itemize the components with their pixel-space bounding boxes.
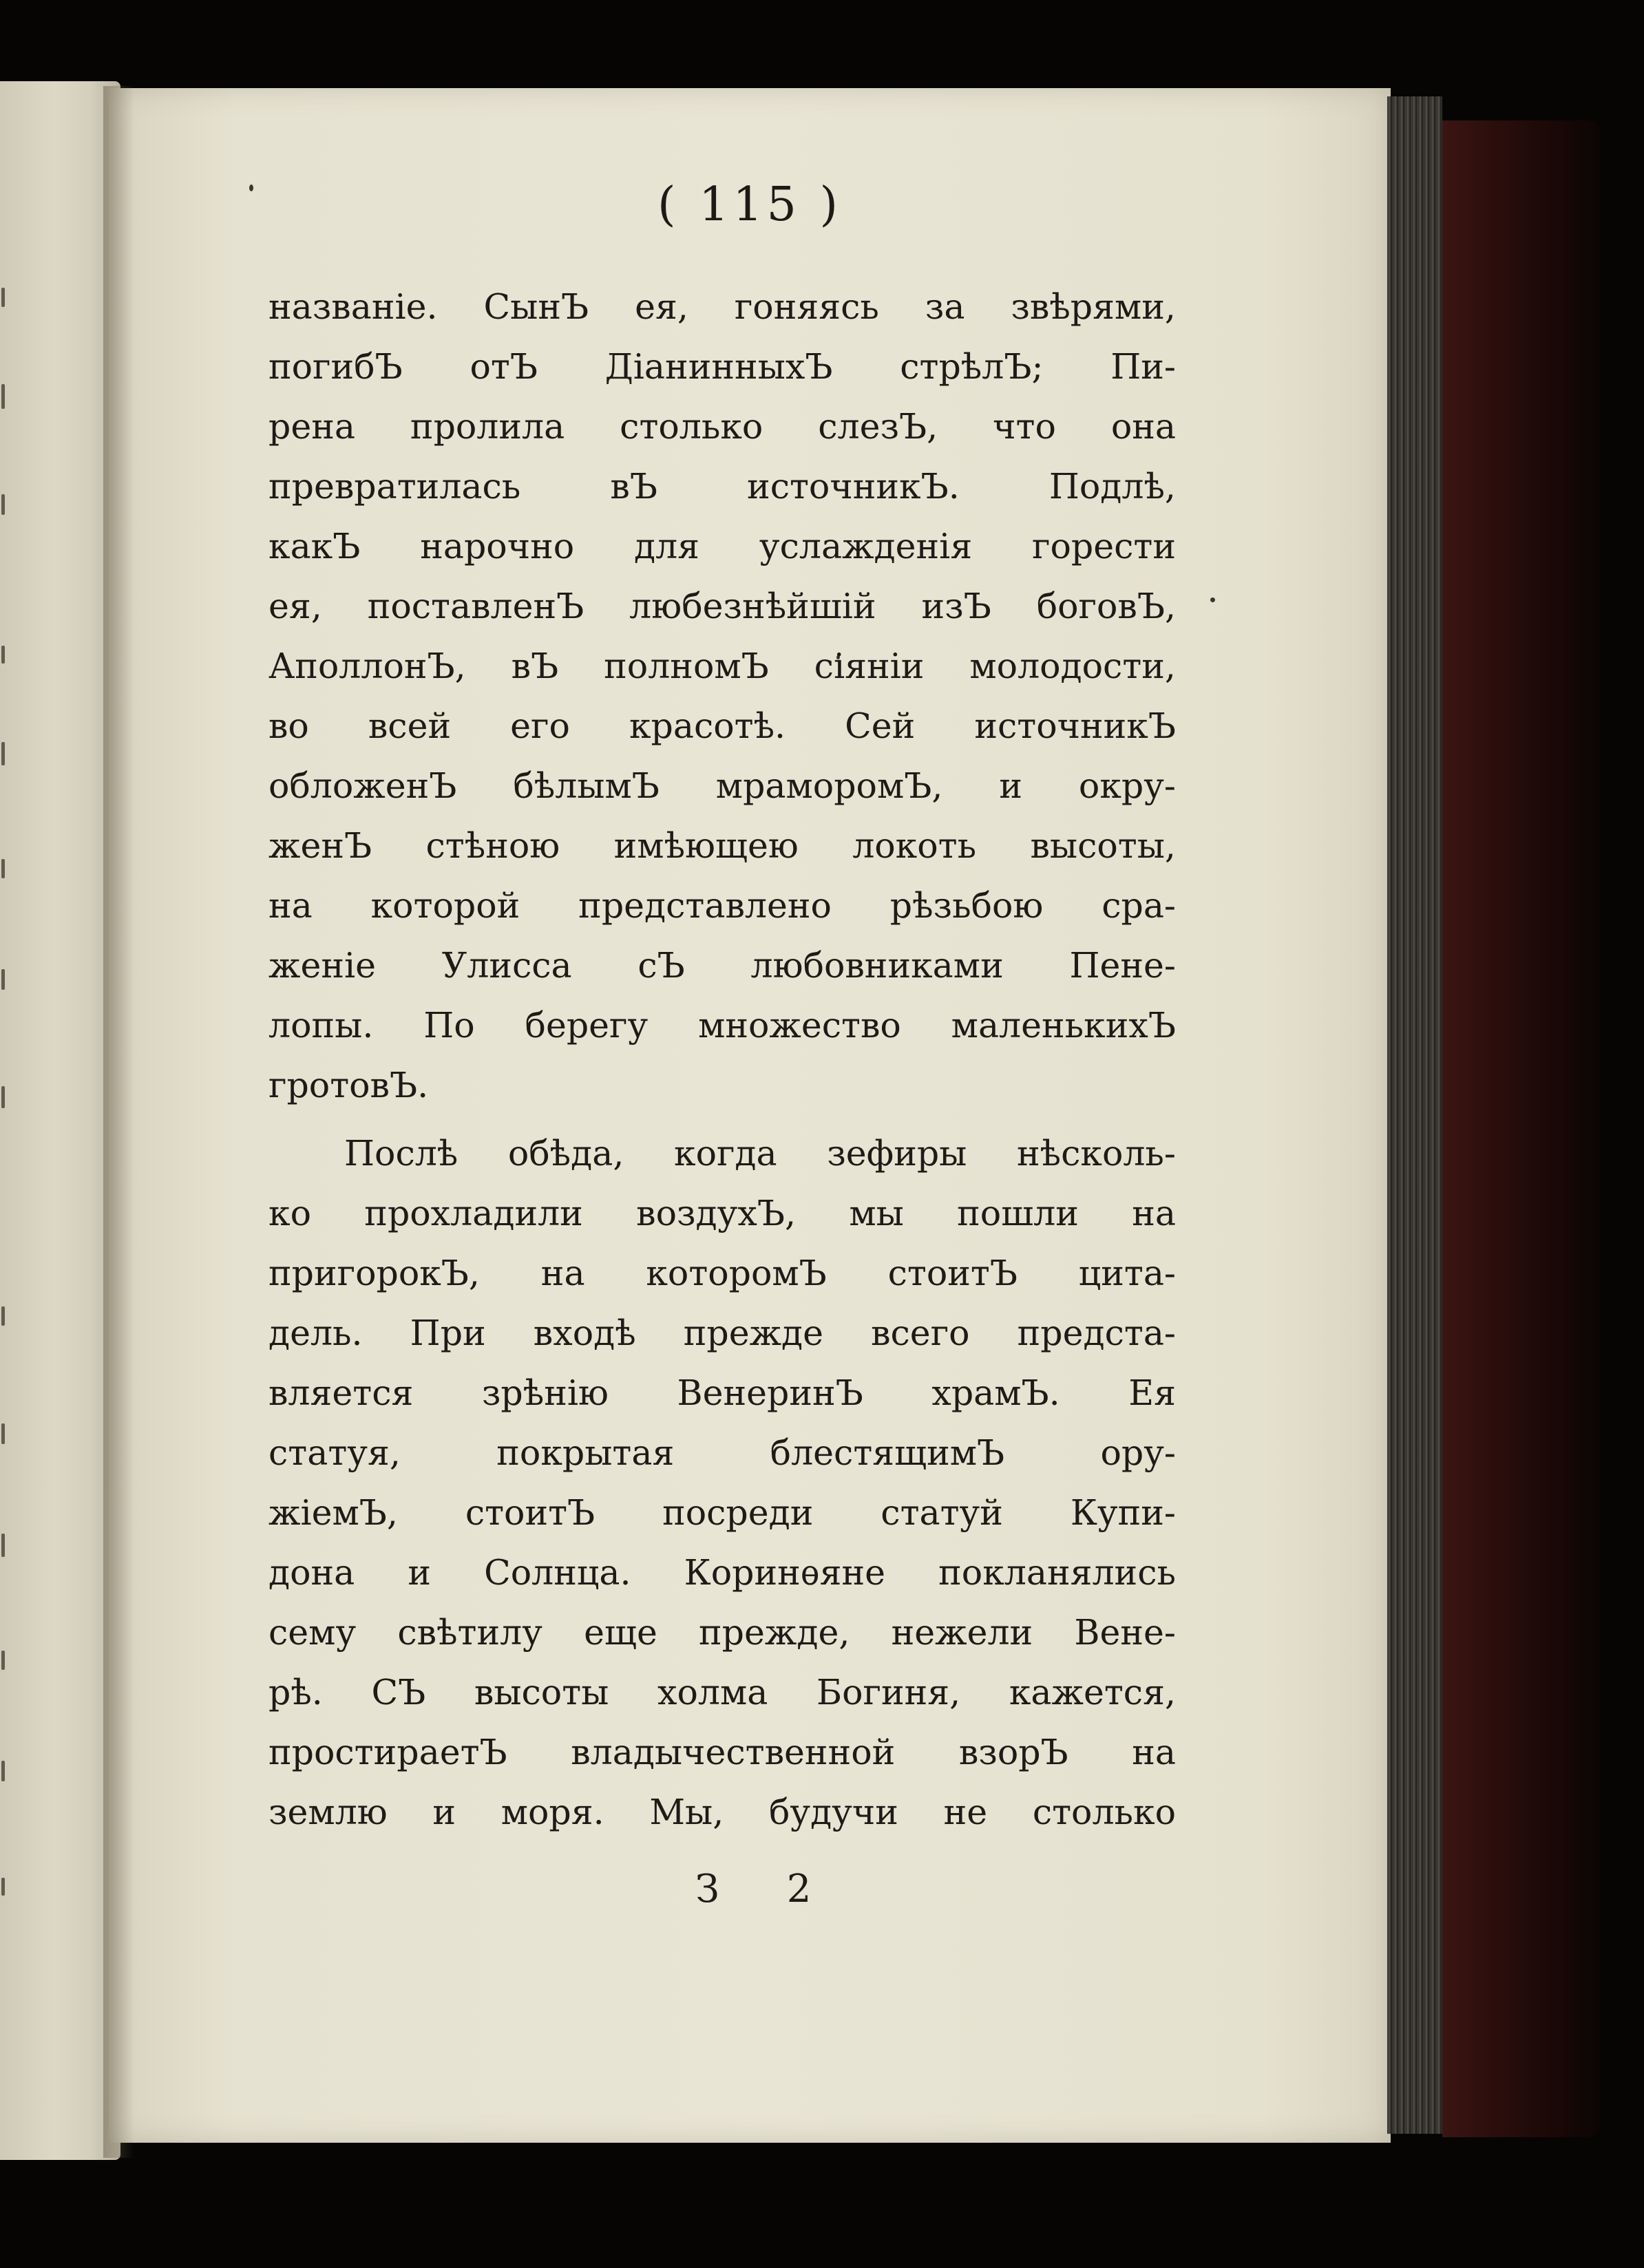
margin-mark: [1, 384, 5, 409]
text-line: дель. При входѣ прежде всего предста-: [268, 1313, 1176, 1353]
text-line: во всей его красотѣ. Сей источникЪ: [268, 706, 1176, 746]
margin-mark: [1, 646, 5, 664]
margin-mark: [1, 1761, 5, 1781]
paragraph-gap: [268, 1115, 1176, 1123]
text-line: вляется зрѣнію ВенеринЪ храмЪ. Ея: [268, 1373, 1176, 1413]
text-line: женЪ стѣною имѣющею локоть высоты,: [268, 825, 1176, 866]
text-line: дона и Солнца. Коринѳяне покланялись: [268, 1552, 1176, 1593]
text-line: обложенЪ бѣлымЪ мраморомЪ, и окру-: [268, 765, 1176, 806]
text-line: сему свѣтилу еще прежде, нежели Вене-: [268, 1612, 1176, 1653]
margin-mark: [1, 1878, 5, 1896]
gutter-shadow: [103, 86, 134, 2158]
text-line: гротовЪ.: [268, 1065, 429, 1105]
page-block-edge: [1387, 96, 1442, 2134]
text-line: Послѣ обѣда, когда зефиры нѣсколь-: [344, 1133, 1176, 1174]
margin-mark: [1, 1086, 5, 1108]
text-line: пригорокЪ, на которомЪ стоитЪ цита-: [268, 1253, 1176, 1293]
margin-mark: [1, 859, 5, 878]
facing-page-edge: [0, 81, 120, 2160]
text-line: АполлонЪ, вЪ полномЪ сіяніи молодости,: [268, 646, 1176, 686]
text-line: превратилась вЪ источникЪ. Подлѣ,: [268, 466, 1176, 507]
text-line: простираетЪ владычественной взорЪ на: [268, 1732, 1176, 1772]
text-line: рена пролила столько слезЪ, что она: [268, 406, 1176, 447]
page-number: ( 115 ): [657, 178, 843, 232]
text-line: жіемЪ, стоитЪ посреди статуй Купи-: [268, 1492, 1176, 1533]
paragraph: [268, 277, 1176, 1115]
book-cover-edge: [1442, 120, 1601, 2137]
text-line: женіе Улисса сЪ любовниками Пене-: [268, 945, 1176, 986]
text-line: погибЪ отЪ ДіанинныхЪ стрѣлЪ; Пи-: [268, 346, 1176, 387]
margin-mark: [1, 1534, 5, 1557]
margin-mark: [1, 742, 5, 765]
text-line: землю и моря. Мы, будучи не столько: [268, 1792, 1176, 1832]
text-line: названіе. СынЪ ея, гоняясь за звѣрями,: [268, 286, 1176, 327]
margin-mark: [1, 288, 5, 307]
text-line: ея, поставленЪ любезнѣйшій изЪ боговЪ,: [268, 586, 1176, 626]
margin-mark: [1, 1423, 5, 1444]
paper-speck: [1210, 597, 1215, 602]
margin-mark: [1, 494, 5, 515]
text-line: ко прохладили воздухЪ, мы пошли на: [268, 1193, 1176, 1233]
text-line: на которой представлено рѣзьбою сра-: [268, 885, 1176, 926]
text-line: рѣ. СЪ высоты холма Богиня, кажется,: [268, 1672, 1176, 1713]
margin-mark: [1, 1306, 5, 1326]
printer-signature-mark: З 2: [695, 1867, 839, 1911]
text-line: какЪ нарочно для услажденія горести: [268, 526, 1176, 566]
text-line: лопы. По берегу множество маленькихЪ: [268, 1005, 1176, 1046]
margin-mark: [1, 969, 5, 990]
paragraph: [268, 1123, 1176, 1842]
text-line: статуя, покрытая блестящимЪ ору-: [268, 1432, 1176, 1473]
body-text: [268, 277, 1176, 1842]
margin-mark: [1, 1651, 5, 1670]
